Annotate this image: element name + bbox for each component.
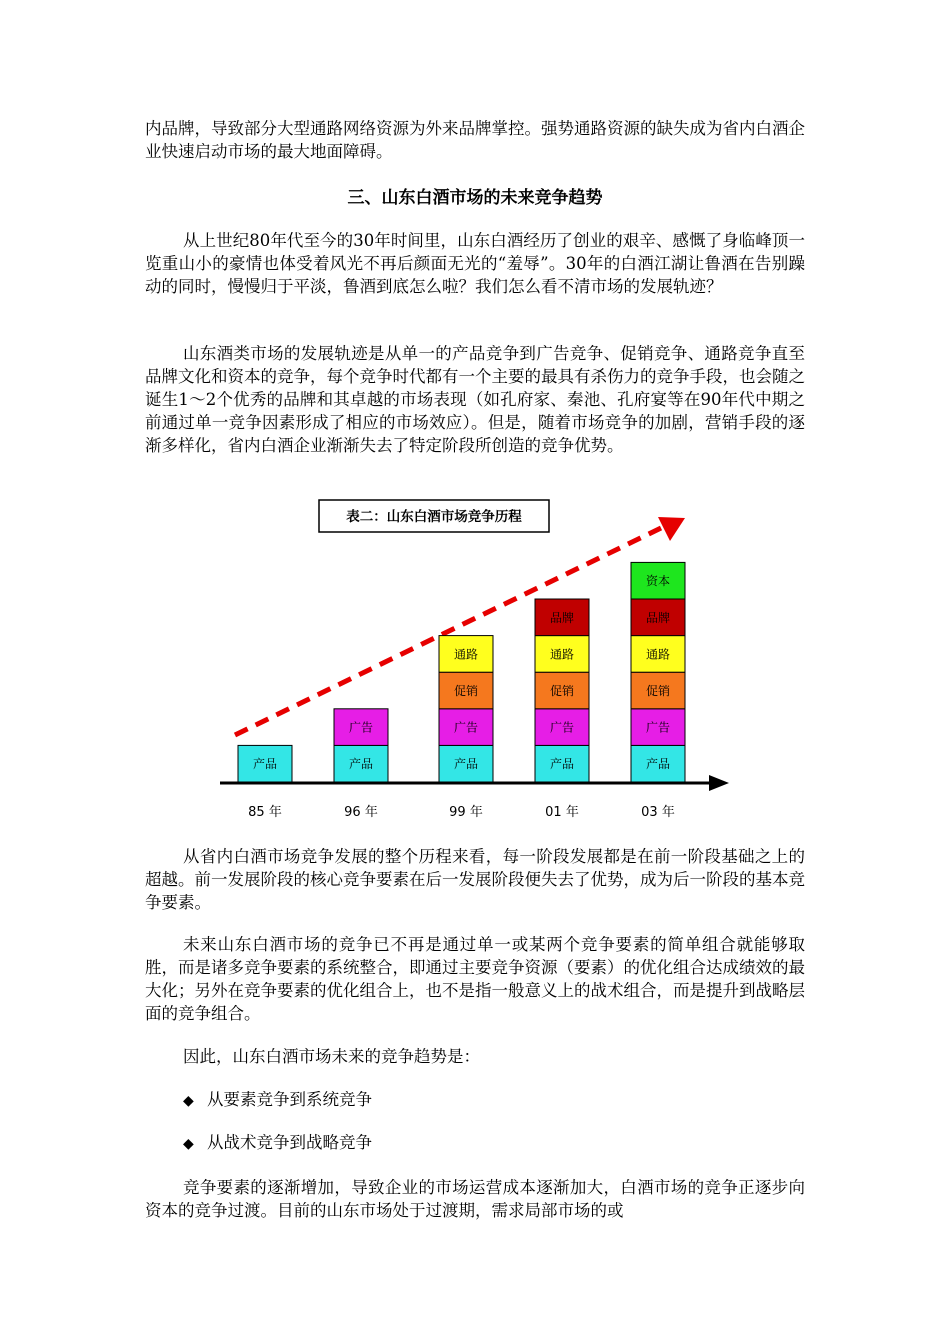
x-tick-label: 99 年 — [449, 805, 483, 820]
bar-segment-label: 促销 — [645, 684, 671, 698]
bar-segment-label: 通路 — [549, 647, 575, 662]
bar-segment-label: 促销 — [549, 684, 575, 698]
diamond-bullet-icon: ◆ — [183, 1136, 194, 1152]
bar-segment-label: 促销 — [453, 684, 479, 698]
paragraph-history: 从上世纪80年代至今的30年时间里，山东白酒经历了创业的艰辛、感慨了身临峰顶一览重山小的豪情也体受着风光不再后颜面无光的“羞辱”。30年的白酒江湖让鲁酒在告别躁动的同时，慢慢归于平淡，鲁酒到底怎么啦？我们怎么看不清市场的发展轨迹？ — [145, 231, 805, 296]
diamond-bullet-icon: ◆ — [183, 1093, 194, 1109]
bar-segment-label: 产品 — [252, 757, 278, 772]
bullet-item-system — [183, 1088, 372, 1113]
bar-segment-label: 产品 — [348, 757, 374, 772]
bar-segment-label: 通路 — [453, 647, 479, 662]
bar-segment-label: 广告 — [645, 720, 671, 735]
bullet-item-strategy — [183, 1131, 372, 1156]
trend-arrow-head — [658, 517, 685, 541]
bar-segment-label: 广告 — [453, 720, 479, 735]
bar-segment-label: 资本 — [645, 574, 671, 589]
x-tick-label: 01 年 — [545, 805, 579, 820]
bullet-text: 从战术竞争到战略竞争 — [207, 1133, 372, 1152]
bar-stacks — [238, 562, 685, 782]
bar-segment-label: 品牌 — [645, 610, 671, 625]
bar-segment-label: 产品 — [453, 757, 479, 772]
paragraph-intro: 内品牌，导致部分大型通路网络资源为外来品牌掌控。强势通路资源的缺失成为省内白酒企业快速启动市场的最大地面障碍。 — [145, 119, 805, 161]
bar-segment-label: 通路 — [645, 647, 671, 662]
paragraph-capital: 竞争要素的逐渐增加，导致企业的市场运营成本逐渐加大，白酒市场的竞争正逐步向资本的竞争过渡。目前的山东市场处于过渡期，需求局部市场的或 — [145, 1178, 805, 1220]
paragraph-progression: 从省内白酒市场竞争发展的整个历程来看，每一阶段发展都是在前一阶段基础之上的超越。前一发展阶段的核心竞争要素在后一发展阶段便失去了优势，成为后一阶段的基本竞争要素。 — [145, 847, 805, 912]
paragraph-future: 未来山东白酒市场的竞争已不再是通过单一或某两个竞争要素的简单组合就能够取胜，而是诸多竞争要素的系统整合，即通过主要竞争资源（要素）的优化组合达成绩效的最大化；另外在竞争要素的优化组合上，也不是指一般意义上的战术组合，而是提升到战略层面的竞争组合。 — [145, 935, 805, 1023]
x-axis-arrow — [709, 775, 729, 791]
bar-segment-label: 产品 — [645, 757, 671, 772]
paragraph-therefore: 因此，山东白酒市场未来的竞争趋势是： — [183, 1047, 480, 1066]
bar-segment-label: 品牌 — [549, 610, 575, 625]
chart-title: 表二：山东白酒市场竞争历程 — [346, 509, 522, 525]
x-tick-label: 03 年 — [641, 805, 675, 820]
bar-segment-label: 广告 — [348, 720, 374, 735]
bar-segment-label: 广告 — [549, 720, 575, 735]
competition-history-chart — [215, 492, 735, 832]
bullet-text: 从要素竞争到系统竞争 — [207, 1090, 372, 1109]
x-axis-labels — [248, 804, 675, 820]
section-heading: 三、山东白酒市场的未来竞争趋势 — [347, 188, 603, 208]
x-tick-label: 96 年 — [344, 805, 378, 820]
bar-segment-label: 产品 — [549, 757, 575, 772]
x-tick-label: 85 年 — [248, 805, 282, 820]
paragraph-trajectory: 山东酒类市场的发展轨迹是从单一的产品竞争到广告竞争、促销竞争、通路竞争直至品牌文化和资本的竞争，每个竞争时代都有一个主要的最具有杀伤力的竞争手段，也会随之诞生1～2个优秀的品牌和其卓越的市场表现（如孔府家、秦池、孔府宴等在90年代中期之前通过单一竞争因素形成了相应的市场效应）。但是，随着市场竞争的加剧，营销手段的逐渐多样化，省内白酒企业渐渐失去了特定阶段所创造的竞争优势。 — [145, 344, 805, 455]
